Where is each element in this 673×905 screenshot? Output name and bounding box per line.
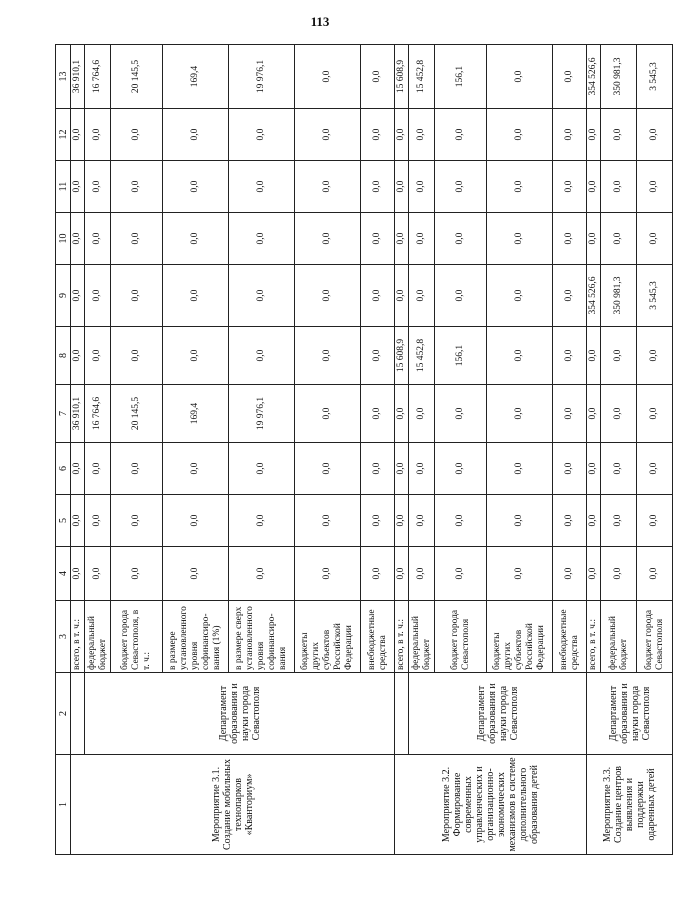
value-cell: 0,0	[229, 213, 295, 265]
value-cell: 0,0	[637, 547, 673, 601]
value-cell: 0,0	[85, 265, 111, 327]
funding-source: бюджет города Севастополя	[435, 601, 487, 673]
rotated-table-wrapper	[55, 45, 665, 855]
value-cell: 0,0	[229, 161, 295, 213]
table-row	[395, 45, 409, 855]
value-cell: 0,0	[111, 161, 163, 213]
value-cell: 0,0	[587, 161, 601, 213]
value-cell: 0,0	[229, 547, 295, 601]
column-number: 10	[56, 213, 71, 265]
value-cell: 0,0	[71, 495, 85, 547]
value-cell: 0,0	[163, 327, 229, 385]
table-row	[85, 45, 111, 855]
value-cell: 15 452,8	[409, 45, 435, 109]
value-cell: 0,0	[85, 213, 111, 265]
executor-name: Департамент образования и науки города Севастополя	[409, 673, 587, 755]
value-cell: 0,0	[587, 327, 601, 385]
value-cell: 350 981,3	[601, 45, 637, 109]
value-cell: 0,0	[553, 385, 587, 443]
funding-source: всего, в т. ч.:	[71, 601, 85, 673]
value-cell: 0,0	[409, 213, 435, 265]
value-cell: 0,0	[71, 213, 85, 265]
funding-source: бюджет города Севастополя	[637, 601, 673, 673]
value-cell: 0,0	[395, 443, 409, 495]
column-number: 8	[56, 327, 71, 385]
value-cell: 0,0	[487, 327, 553, 385]
value-cell: 0,0	[395, 213, 409, 265]
value-cell: 0,0	[637, 213, 673, 265]
value-cell: 0,0	[85, 161, 111, 213]
value-cell: 36 910,1	[71, 385, 85, 443]
value-cell: 0,0	[601, 327, 637, 385]
value-cell: 0,0	[637, 109, 673, 161]
value-cell: 0,0	[487, 213, 553, 265]
executor-blank	[71, 673, 85, 755]
value-cell: 0,0	[487, 265, 553, 327]
value-cell: 0,0	[361, 385, 395, 443]
funding-source: бюджеты других субъектов Российской Федерации	[295, 601, 361, 673]
value-cell: 169,4	[163, 385, 229, 443]
executor-name: Департамент образования и науки города Севастополя	[587, 673, 673, 755]
header-row	[56, 45, 71, 855]
value-cell: 0,0	[487, 45, 553, 109]
value-cell: 0,0	[111, 547, 163, 601]
funding-source: бюджет города Севастополя, в т. ч.:	[111, 601, 163, 673]
value-cell: 0,0	[637, 495, 673, 547]
value-cell: 0,0	[487, 109, 553, 161]
funding-table	[55, 44, 673, 855]
measure-name: Мероприятие 3.2. Формирование современных управленческих и организационно-экономических механизмов в системе дополнительного образования детей	[395, 755, 587, 855]
column-number: 11	[56, 161, 71, 213]
value-cell: 0,0	[601, 213, 637, 265]
value-cell: 0,0	[395, 385, 409, 443]
value-cell: 0,0	[361, 213, 395, 265]
value-cell: 0,0	[587, 385, 601, 443]
value-cell: 0,0	[435, 385, 487, 443]
value-cell: 0,0	[295, 45, 361, 109]
column-number: 1	[56, 755, 71, 855]
value-cell: 0,0	[85, 443, 111, 495]
value-cell: 0,0	[71, 161, 85, 213]
value-cell: 0,0	[85, 327, 111, 385]
value-cell: 0,0	[637, 385, 673, 443]
value-cell: 0,0	[601, 161, 637, 213]
value-cell: 3 545,3	[637, 45, 673, 109]
value-cell: 0,0	[361, 45, 395, 109]
value-cell: 0,0	[409, 109, 435, 161]
value-cell: 0,0	[395, 265, 409, 327]
value-cell: 0,0	[553, 109, 587, 161]
value-cell: 0,0	[361, 495, 395, 547]
value-cell: 354 526,6	[587, 265, 601, 327]
value-cell: 0,0	[229, 443, 295, 495]
value-cell: 0,0	[163, 109, 229, 161]
value-cell: 0,0	[553, 265, 587, 327]
value-cell: 354 526,6	[587, 45, 601, 109]
column-number: 4	[56, 547, 71, 601]
value-cell: 0,0	[295, 161, 361, 213]
value-cell: 0,0	[435, 109, 487, 161]
funding-source: в размере сверх установленного уровня софинансиро-вания	[229, 601, 295, 673]
value-cell: 0,0	[435, 265, 487, 327]
value-cell: 0,0	[111, 213, 163, 265]
value-cell: 0,0	[71, 327, 85, 385]
value-cell: 0,0	[587, 213, 601, 265]
value-cell: 20 145,5	[111, 385, 163, 443]
value-cell: 0,0	[553, 547, 587, 601]
value-cell: 0,0	[229, 495, 295, 547]
value-cell: 0,0	[487, 161, 553, 213]
value-cell: 0,0	[361, 161, 395, 213]
value-cell: 0,0	[435, 495, 487, 547]
funding-source: федеральный бюджет	[601, 601, 637, 673]
value-cell: 0,0	[295, 385, 361, 443]
funding-source: бюджеты других субъектов Российской Федерации	[487, 601, 553, 673]
column-number: 13	[56, 45, 71, 109]
value-cell: 19 976,1	[229, 385, 295, 443]
value-cell: 0,0	[361, 327, 395, 385]
value-cell: 0,0	[409, 385, 435, 443]
value-cell: 0,0	[487, 495, 553, 547]
value-cell: 0,0	[553, 327, 587, 385]
value-cell: 0,0	[601, 443, 637, 495]
value-cell: 0,0	[163, 161, 229, 213]
funding-source: федеральный бюджет	[85, 601, 111, 673]
value-cell: 0,0	[435, 443, 487, 495]
value-cell: 0,0	[295, 327, 361, 385]
value-cell: 0,0	[295, 213, 361, 265]
value-cell: 0,0	[85, 109, 111, 161]
table-body	[56, 45, 673, 855]
value-cell: 0,0	[71, 265, 85, 327]
value-cell: 0,0	[395, 161, 409, 213]
column-number: 7	[56, 385, 71, 443]
value-cell: 0,0	[395, 109, 409, 161]
value-cell: 0,0	[111, 109, 163, 161]
measure-name: Мероприятие 3.1. Создание мобильных технопарков «Кванториум»	[71, 755, 395, 855]
value-cell: 0,0	[111, 443, 163, 495]
value-cell: 0,0	[487, 547, 553, 601]
value-cell: 0,0	[71, 547, 85, 601]
value-cell: 0,0	[229, 109, 295, 161]
value-cell: 0,0	[637, 161, 673, 213]
value-cell: 0,0	[409, 443, 435, 495]
value-cell: 0,0	[111, 327, 163, 385]
column-number: 6	[56, 443, 71, 495]
funding-source: всего, в т. ч.:	[395, 601, 409, 673]
value-cell: 0,0	[229, 265, 295, 327]
value-cell: 156,1	[435, 327, 487, 385]
value-cell: 15 608,9	[395, 45, 409, 109]
value-cell: 0,0	[361, 265, 395, 327]
value-cell: 0,0	[361, 109, 395, 161]
value-cell: 0,0	[395, 547, 409, 601]
value-cell: 0,0	[553, 213, 587, 265]
value-cell: 0,0	[553, 443, 587, 495]
value-cell: 0,0	[163, 265, 229, 327]
value-cell: 0,0	[409, 161, 435, 213]
value-cell: 0,0	[637, 443, 673, 495]
value-cell: 156,1	[435, 45, 487, 109]
value-cell: 36 910,1	[71, 45, 85, 109]
value-cell: 19 976,1	[229, 45, 295, 109]
executor-name: Департамент образования и науки города Севастополя	[85, 673, 395, 755]
value-cell: 0,0	[85, 495, 111, 547]
value-cell: 0,0	[435, 213, 487, 265]
value-cell: 0,0	[71, 109, 85, 161]
value-cell: 169,4	[163, 45, 229, 109]
value-cell: 0,0	[435, 161, 487, 213]
value-cell: 0,0	[295, 265, 361, 327]
column-number: 2	[56, 673, 71, 755]
value-cell: 0,0	[487, 443, 553, 495]
value-cell: 0,0	[435, 547, 487, 601]
value-cell: 0,0	[587, 495, 601, 547]
column-number: 5	[56, 495, 71, 547]
value-cell: 0,0	[587, 547, 601, 601]
column-number: 9	[56, 265, 71, 327]
value-cell: 0,0	[163, 495, 229, 547]
funding-source: в размере установленного уровня софинансиро-вания (1%)	[163, 601, 229, 673]
table-row	[587, 45, 601, 855]
value-cell: 0,0	[163, 213, 229, 265]
value-cell: 0,0	[601, 385, 637, 443]
value-cell: 0,0	[553, 495, 587, 547]
value-cell: 0,0	[295, 547, 361, 601]
value-cell: 0,0	[587, 443, 601, 495]
measure-name: Мероприятие 3.3. Создание центров выявления и поддержки одаренных детей	[587, 755, 673, 855]
value-cell: 16 764,6	[85, 45, 111, 109]
value-cell: 0,0	[85, 547, 111, 601]
value-cell: 20 145,5	[111, 45, 163, 109]
value-cell: 0,0	[295, 443, 361, 495]
value-cell: 0,0	[601, 495, 637, 547]
value-cell: 0,0	[553, 161, 587, 213]
page-number: 113	[310, 14, 330, 29]
executor-blank	[395, 673, 409, 755]
value-cell: 0,0	[637, 327, 673, 385]
column-number: 3	[56, 601, 71, 673]
table-row	[71, 45, 85, 855]
funding-source: всего, в т. ч.:	[587, 601, 601, 673]
value-cell: 0,0	[601, 109, 637, 161]
value-cell: 0,0	[409, 265, 435, 327]
value-cell: 0,0	[409, 547, 435, 601]
value-cell: 0,0	[587, 109, 601, 161]
value-cell: 0,0	[361, 443, 395, 495]
value-cell: 0,0	[111, 495, 163, 547]
value-cell: 15 452,8	[409, 327, 435, 385]
value-cell: 0,0	[601, 547, 637, 601]
value-cell: 0,0	[111, 265, 163, 327]
value-cell: 16 764,6	[85, 385, 111, 443]
value-cell: 0,0	[395, 495, 409, 547]
funding-source: федеральный бюджет	[409, 601, 435, 673]
value-cell: 15 608,9	[395, 327, 409, 385]
value-cell: 3 545,3	[637, 265, 673, 327]
value-cell: 0,0	[409, 495, 435, 547]
funding-source: внебюджетные средства	[361, 601, 395, 673]
value-cell: 0,0	[163, 547, 229, 601]
column-number: 12	[56, 109, 71, 161]
value-cell: 0,0	[163, 443, 229, 495]
value-cell: 0,0	[295, 495, 361, 547]
value-cell: 0,0	[553, 45, 587, 109]
funding-source: внебюджетные средства	[553, 601, 587, 673]
value-cell: 0,0	[487, 385, 553, 443]
value-cell: 350 981,3	[601, 265, 637, 327]
value-cell: 0,0	[295, 109, 361, 161]
value-cell: 0,0	[361, 547, 395, 601]
table-row	[409, 45, 435, 855]
value-cell: 0,0	[229, 327, 295, 385]
value-cell: 0,0	[71, 443, 85, 495]
